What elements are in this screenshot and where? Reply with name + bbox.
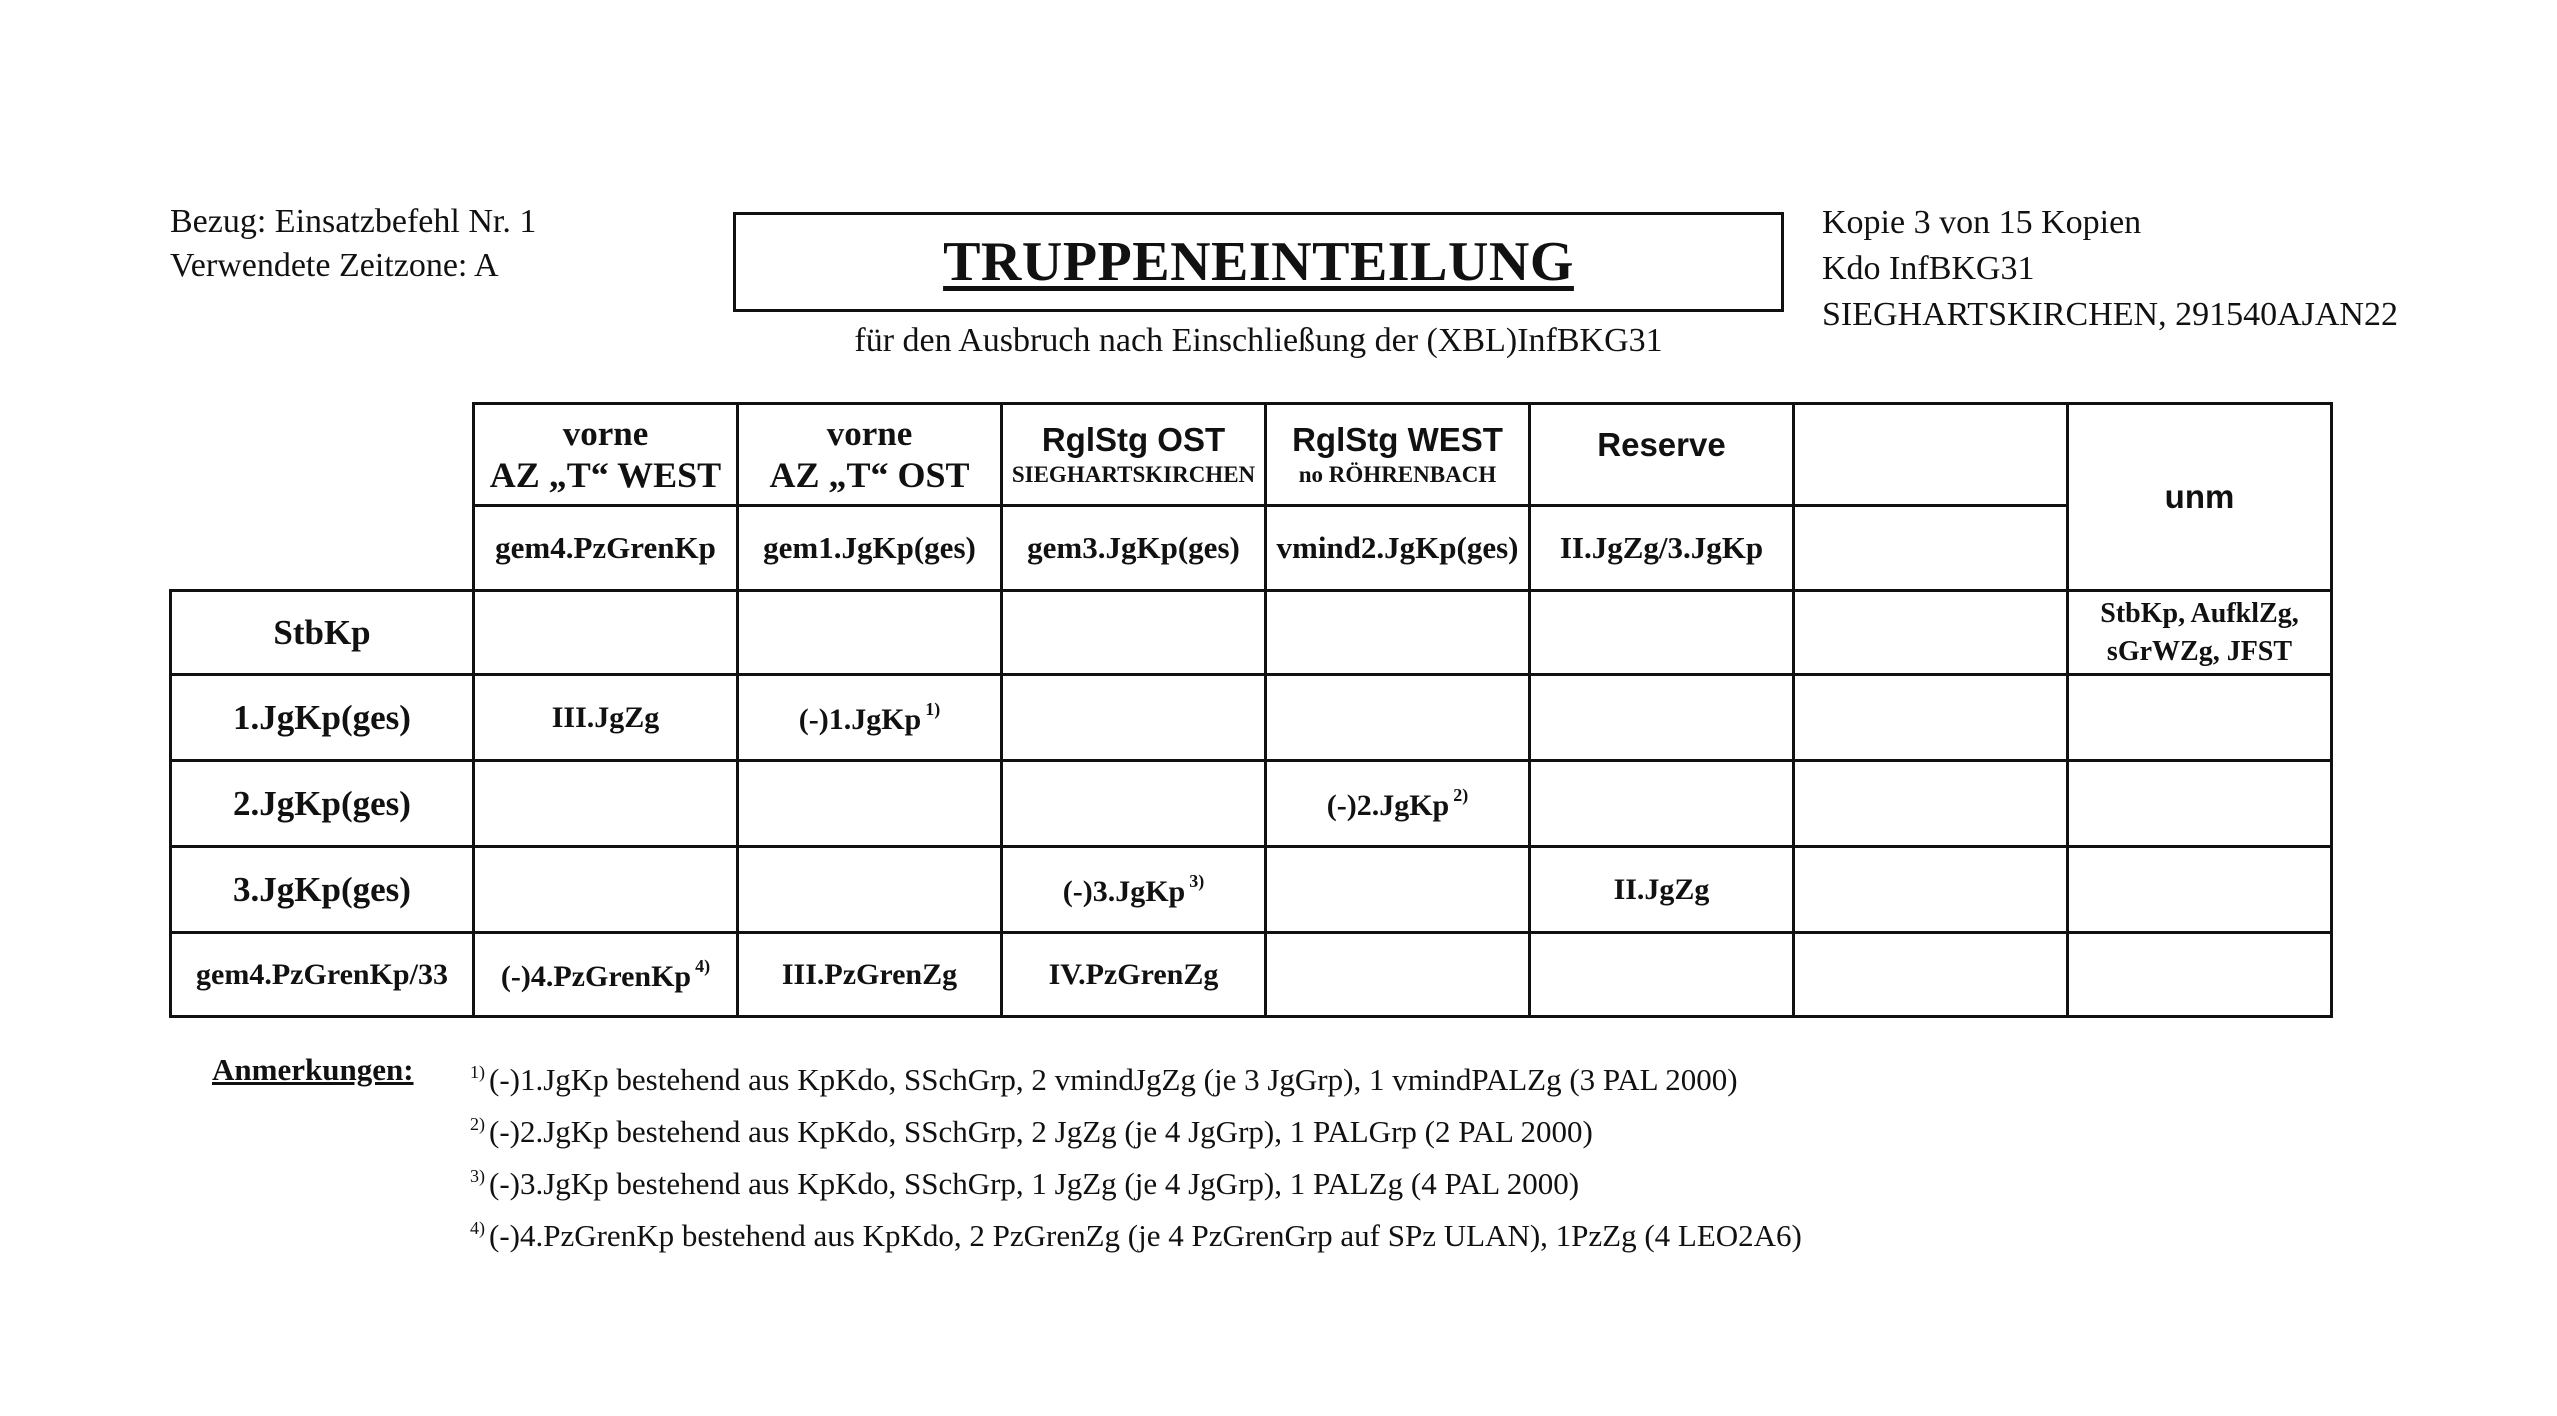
footnote-marker: 2): [1453, 784, 1469, 805]
table-cell: [1266, 847, 1530, 933]
col-unit-3: gem3.JgKp(ges): [1002, 506, 1266, 591]
copy-block: [1822, 200, 2398, 338]
col-unit-4: vmind2.JgKp(ges): [1266, 506, 1530, 591]
timezone-line: Verwendete Zeitzone: A: [170, 247, 499, 284]
table-cell: [1002, 675, 1266, 761]
remarks-list: [470, 1050, 1802, 1258]
table-row: [171, 761, 2332, 847]
table-cell: [2068, 761, 2332, 847]
table-cell: [1002, 761, 1266, 847]
footnote-marker: 4): [695, 955, 711, 976]
table-row: [171, 933, 2332, 1017]
col-header-2: vorne AZ „T“ OST: [738, 404, 1002, 506]
remark-item: [470, 1154, 1802, 1206]
command-line: Kdo InfBKG31: [1822, 250, 2035, 287]
corner-blank: [171, 404, 474, 591]
header-row-2: [171, 506, 2332, 591]
row-label: gem4.PzGrenKp/33: [171, 933, 474, 1017]
reference-line: Bezug: Einsatzbefehl Nr. 1: [170, 203, 537, 240]
header-row-1: [171, 404, 2332, 506]
table-cell: (-)1.JgKp $^{1)}$: [738, 675, 1002, 761]
copy-line: Kopie 3 von 15 Kopien: [1822, 204, 2142, 241]
col-header-1: vorne AZ „T“ WEST: [474, 404, 738, 506]
table-cell: [738, 761, 1002, 847]
reference-block: [170, 200, 536, 288]
col-unit-2: gem1.JgKp(ges): [738, 506, 1002, 591]
table-row: [171, 675, 2332, 761]
table-cell: [2068, 675, 2332, 761]
table-cell: (-)4.PzGrenKp $^{4)}$: [474, 933, 738, 1017]
table-cell: III.JgZg: [474, 675, 738, 761]
remarks-heading: Anmerkungen:: [212, 1052, 414, 1087]
table-row: [171, 591, 2332, 675]
table-cell: II.JgZg: [1530, 847, 1794, 933]
table-cell: [1794, 847, 2068, 933]
table-cell: [1530, 591, 1794, 675]
title-box: [733, 212, 1784, 312]
remark-marker: 3): [470, 1166, 485, 1186]
table-cell: [1530, 933, 1794, 1017]
document-subtitle: für den Ausbruch nach Einschließung der (XBL)InfBKG31: [854, 322, 1663, 359]
remark-text: (-)1.JgKp bestehend aus KpKdo, SSchGrp, 2 vmindJgZg (je 3 JgGrp), 1 vmindPALZg (3 PAL 2000): [489, 1062, 1738, 1097]
table-cell: [2068, 933, 2332, 1017]
col-unit-6: [1794, 506, 2068, 591]
table-cell: [738, 591, 1002, 675]
table-cell: III.PzGrenZg: [738, 933, 1002, 1017]
remark-item: [470, 1050, 1802, 1102]
col-unit-5: II.JgZg/3.JgKp: [1530, 506, 1794, 591]
remark-text: (-)4.PzGrenKp bestehend aus KpKdo, 2 PzGrenZg (je 4 PzGrenGrp auf SPz ULAN), 1PzZg (4 LEO2A6): [489, 1218, 1802, 1253]
col-header-6: [1794, 404, 2068, 506]
table-cell: [1794, 933, 2068, 1017]
table-cell: [1530, 675, 1794, 761]
table-cell: [1794, 591, 2068, 675]
remark-marker: 4): [470, 1218, 485, 1238]
table-cell: [1266, 675, 1530, 761]
table-cell: [474, 591, 738, 675]
table-cell: StbKp, AufklZg, sGrWZg, JFST: [2068, 591, 2332, 675]
table-row: [171, 847, 2332, 933]
remark-marker: 1): [470, 1062, 485, 1082]
remark-text: (-)3.JgKp bestehend aus KpKdo, SSchGrp, 1 JgZg (je 4 JgGrp), 1 PALZg (4 PAL 2000): [489, 1166, 1580, 1201]
col-header-3: RglStg OST SIEGHARTSKIRCHEN: [1002, 404, 1266, 506]
document-title: TRUPPENEINTEILUNG: [943, 231, 1574, 293]
row-label: 1.JgKp(ges): [171, 675, 474, 761]
table-cell: [1794, 675, 2068, 761]
table-cell: (-)2.JgKp $^{2)}$: [1266, 761, 1530, 847]
table-cell: [1002, 591, 1266, 675]
table-cell: [1266, 591, 1530, 675]
table-cell: IV.PzGrenZg: [1002, 933, 1266, 1017]
remark-item: [470, 1206, 1802, 1258]
col-header-4: RglStg WEST no RÖHRENBACH: [1266, 404, 1530, 506]
table-cell: [1794, 761, 2068, 847]
troop-table: [169, 402, 2333, 1018]
table-cell: [738, 847, 1002, 933]
place-dtg-line: SIEGHARTSKIRCHEN, 291540AJAN22: [1822, 296, 2398, 333]
table-cell: [1530, 761, 1794, 847]
remark-marker: 2): [470, 1114, 485, 1134]
col-header-5: Reserve: [1530, 404, 1794, 506]
col-unit-1: gem4.PzGrenKp: [474, 506, 738, 591]
table-cell: [2068, 847, 2332, 933]
row-label: StbKp: [171, 591, 474, 675]
table-cell: [1266, 933, 1530, 1017]
footnote-marker: 3): [1189, 870, 1205, 891]
col-header-unm: unm: [2068, 404, 2332, 591]
row-label: 2.JgKp(ges): [171, 761, 474, 847]
table-cell: [474, 761, 738, 847]
remark-item: [470, 1102, 1802, 1154]
table-cell: (-)3.JgKp $^{3)}$: [1002, 847, 1266, 933]
table-cell: [474, 847, 738, 933]
row-label: 3.JgKp(ges): [171, 847, 474, 933]
footnote-marker: 1): [925, 698, 941, 719]
remark-text: (-)2.JgKp bestehend aus KpKdo, SSchGrp, 2 JgZg (je 4 JgGrp), 1 PALGrp (2 PAL 2000): [489, 1114, 1593, 1149]
